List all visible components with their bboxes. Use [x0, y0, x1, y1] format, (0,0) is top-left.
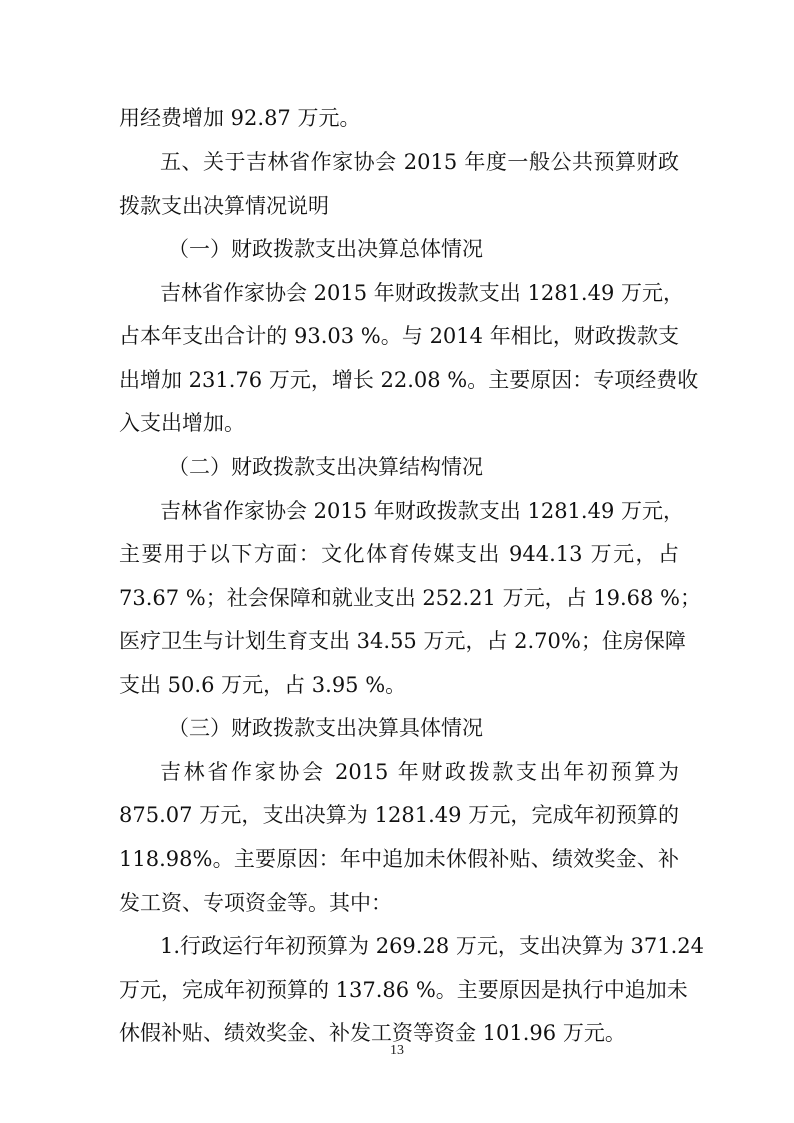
text-line: 出增加 231.76 万元，增长 22.08 %。主要原因：专项经费收	[119, 368, 699, 392]
text-line: 吉林省作家协会 2015 年财政拨款支出年初预算为	[160, 760, 679, 784]
text-line: 主要用于以下方面：文化体育传媒支出 944.13 万元，占	[119, 542, 680, 566]
section-heading-cont: 拨款支出决算情况说明	[119, 194, 329, 218]
text-line: 休假补贴、绩效奖金、补发工资等资金 101.96 万元。	[119, 1021, 626, 1045]
text-line: 吉林省作家协会 2015 年财政拨款支出 1281.49 万元，	[160, 281, 684, 305]
subsection-heading: （二）财政拨款支出决算结构情况	[168, 455, 483, 479]
text-line: 入支出增加。	[119, 411, 245, 435]
text-line: 吉林省作家协会 2015 年财政拨款支出 1281.49 万元，	[160, 499, 684, 523]
text-line: 万元，完成年初预算的 137.86 %。主要原因是执行中追加未	[119, 978, 688, 1002]
text-line: 占本年支出合计的 93.03 %。与 2014 年相比，财政拨款支	[119, 324, 679, 348]
text-line: 医疗卫生与计划生育支出 34.55 万元，占 2.70%；住房保障	[119, 629, 686, 653]
text-line: 支出 50.6 万元，占 3.95 %。	[119, 673, 407, 697]
page-number: 13	[390, 1043, 404, 1058]
text-line: 73.67 %；社会保障和就业支出 252.21 万元，占 19.68 %；	[119, 586, 702, 610]
text-line: 发工资、专项资金等。其中：	[119, 891, 392, 915]
text-line: 用经费增加 92.87 万元。	[119, 106, 361, 130]
text-line: 875.07 万元，支出决算为 1281.49 万元，完成年初预算的	[119, 803, 679, 827]
subsection-heading: （三）财政拨款支出决算具体情况	[168, 716, 483, 740]
subsection-heading: （一）财政拨款支出决算总体情况	[168, 237, 483, 261]
section-heading: 五、关于吉林省作家协会 2015 年度一般公共预算财政	[160, 150, 679, 174]
list-item-line: 1.行政运行年初预算为 269.28 万元，支出决算为 371.24	[160, 934, 705, 958]
text-line: 118.98%。主要原因：年中追加未休假补贴、绩效奖金、补	[119, 847, 679, 871]
